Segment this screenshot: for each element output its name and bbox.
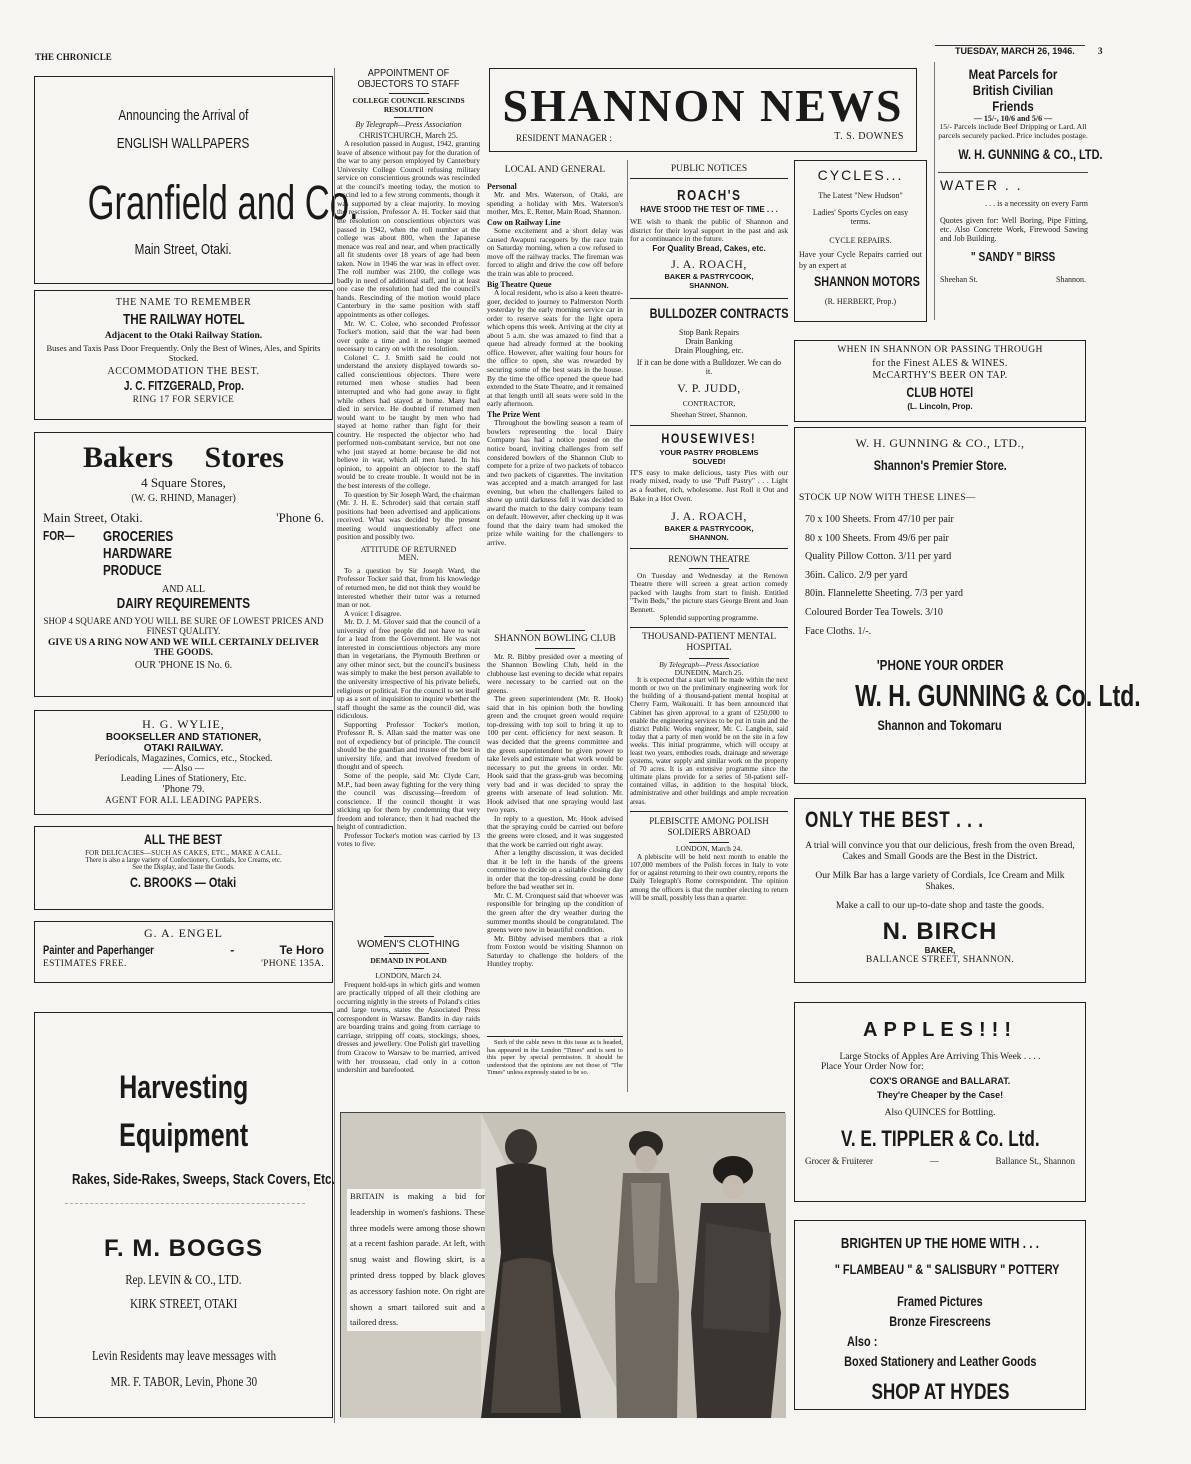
hydes-firescreens: Bronze Firescreens <box>889 1313 991 1329</box>
cable-note <box>487 1036 623 1092</box>
boggs-kirk: KIRK STREET, OTAKI <box>129 1297 238 1312</box>
gunning-line-5: Coloured Border Tea Towels. 3/10 <box>805 606 943 618</box>
local-general-article <box>487 162 623 624</box>
column-rule-1 <box>334 68 335 1423</box>
engel-dash: - <box>230 943 235 957</box>
column-rule-3 <box>934 62 935 320</box>
judd-l5: CONTRACTOR, <box>682 398 736 408</box>
engel-estimates: ESTIMATES FREE. <box>43 959 127 969</box>
roach1-sig: J. A. ROACH, <box>671 256 747 271</box>
clothing-title: WOMEN'S CLOTHING <box>357 939 460 950</box>
judd-ad <box>630 305 788 419</box>
masthead-date: TUESDAY, MARCH 26, 1946. <box>955 46 1075 56</box>
boggs-ad <box>34 1012 333 1418</box>
gunning-line-4: 80in. Flannelette Sheeting. 7/3 per yard <box>805 588 964 600</box>
boggs-equipment: Equipment <box>119 1117 248 1153</box>
plebiscite-text: A plebiscite will be held next month to enable the 107,000 members of the Polish forces in Italy to vote for or against returning to their own country, reports the Daily Telegraph's Rome correspondent. The opinion among the officers is that the number electing to return will be small, possibly less than a quarter. <box>630 852 788 902</box>
hydes-stationery: Boxed Stationery and Leather Goods <box>843 1353 1037 1369</box>
gunning-phone-order: 'PHONE YOUR ORDER <box>876 657 1004 675</box>
page-number: 3 <box>1098 46 1103 56</box>
shannon-news-header <box>489 68 917 152</box>
shannon-title: SHANNON NEWS <box>502 80 904 131</box>
brooks-l3: See the Display, and Taste the Goods. <box>132 864 235 871</box>
apples-ballance: Ballance St., Shannon <box>995 1156 1075 1166</box>
railway-hotel-ad <box>34 290 333 420</box>
boggs-levin: Rep. LEVIN & CO., LTD. <box>125 1273 242 1288</box>
granfield-address: Main Street, Otaki. <box>135 241 232 258</box>
water-street: Sheehan St. <box>940 275 978 284</box>
apples-stocks: Large Stocks of Apples Are Arriving This Week . . . . <box>839 1052 1041 1062</box>
local-title: LOCAL AND GENERAL <box>504 165 606 175</box>
bakers-shop4: SHOP 4 SQUARE AND YOU WILL BE SURE OF LOWEST PRICES AND FINEST QUALITY. <box>43 616 324 636</box>
local-h-1: Cow on Railway Line <box>487 217 561 227</box>
gunning-line-2: Quality Pillow Cotton. 3/11 per yard <box>805 551 952 563</box>
wylie-name: H. G. WYLIE, <box>142 717 225 731</box>
objectors-para-0: A resolution passed in August, 1942, granting leave of absence without pay for the duration of the war to any person employed by Canterbury University College Council refusing military service on conscientious grounds was rescinded at the council's meeting today, the motion to rescind led to a few strong comments, though it was supported by a clear majority. In moving the rescission, Professor A. H. Tocker said that the resolution on conscientious objectors was passed in 1942, when the roll number at the college was about 800, when the Japanese menace was real and near, and when practically all fit students over 18 years of age had been taken. Now in 1946 the war was in effect over. The roll number was 2100, the college was badly in need of additional staff, and in at least one case the resolution had tied the council's hands. Rescinding of the motion would place Canterbury in the same position with staff appointments as other colleges. <box>337 139 480 320</box>
hospital-dateline: DUNEDIN, March 25. <box>674 668 744 678</box>
shannon-manager-name: T. S. DOWNES <box>834 131 904 142</box>
plebiscite-title: PLEBISCITE AMONG POLISH SOLDIERS ABROAD <box>649 815 769 837</box>
water-town: Shannon. <box>1056 275 1086 284</box>
roach1-test: HAVE STOOD THE TEST OF TIME . . . <box>640 205 778 214</box>
plebiscite-article <box>630 816 788 902</box>
objectors-para-2: Colonel C. J. Smith said he could not understand the anxiety displayed towards so-called conscientious objectors. There were returned men whose studies had been interrupted and who had gone away to fight while others had stayed at home. Many had died in service. He doubted if returned men would want to be taught by men who had stayed at home rather than fight for their country. He respected the objector who had performed non-combatant service, but not one who just stayed at home because he did not believe in war, which all men hated. In his opinion, to appoint an objector to the staff would be to create trouble. It would not be in the best interests of the college. <box>337 352 480 490</box>
club-hotel-ad <box>794 340 1086 422</box>
bowling-article <box>487 630 623 1028</box>
wylie-ad <box>34 710 333 815</box>
meat-title: Meat Parcels for British Civilian Friends <box>968 66 1058 114</box>
gunning-big: W. H. GUNNING & Co. Ltd. <box>855 678 1141 714</box>
fashion-photo-feature <box>340 1112 785 1417</box>
railway-remember: THE NAME TO REMEMBER <box>115 297 252 308</box>
cycles-hudson: The Latest "New Hudson" <box>818 191 903 200</box>
bakers-dairy: DAIRY REQUIREMENTS <box>116 595 251 612</box>
roach1-ad <box>630 179 788 292</box>
clothing-text: Frequent hold-ups in which girls and women are practically tripped of all their clothing are occurring nightly in the streets of Poland's cities and large towns, states the Associated Press correspondent in Warsaw. Bandits in day raids are boarding trains and going from carriage to carriage, stripping off coats, stockings, shoes, dresses and jewellery. One Polish girl travelling from Cracow to Warsaw to be married, arrived with her trousseau, clad only in a cotton undershirt and barefooted. <box>337 979 480 1075</box>
local-h-2: Big Theatre Queue <box>487 279 552 289</box>
apples-grocer: Grocer & Fruiterer <box>805 1156 873 1166</box>
boggs-harvesting: Harvesting <box>118 1069 248 1105</box>
gunning-store-ad <box>794 427 1141 784</box>
apples-quinces: Also QUINCES for Bottling. <box>884 1108 996 1118</box>
apples-place: Place Your Order Now for: <box>821 1062 924 1072</box>
bakers-for: FOR— <box>43 528 75 543</box>
fashion-caption: BRITAIN is making a bid for leadership in women's fashions. These three models were among those shown at a recent fashion parade. At left, with snug waist and flowing skirt, is a printed dress topped by black gloves as accessory fashion note. On right are shown a smart tailored suit and a tailored dress. <box>347 1189 485 1331</box>
railway-adjacent: Adjacent to the Otaki Railway Station. <box>104 331 263 341</box>
objectors-para2-5: Professor Tocker's motion was carried by 13 votes to five. <box>337 830 480 849</box>
hospital-title: THOUSAND-PATIENT MENTAL HOSPITAL <box>641 631 777 653</box>
judd-title: BULLDOZER CONTRACTS <box>649 304 789 321</box>
objectors-article <box>337 68 480 930</box>
cycles-prop: (R. HERBERT, Prop.) <box>824 297 897 306</box>
roach2-text: IT'S easy to make delicious, tasty Pies with our ready mixed, ready to use "Puff Pastry" . . . Light as a feather, rich, wholesome. Just Roll it Out and Bake in a Hot Oven. <box>630 467 788 503</box>
objectors-para2-4: Some of the people, said Mr. Clyde Carr, M.P., had been away fighting for the very thing the council was discussing—freedom of conscience. If the council thought it was sticking up for them by condemning that very freedom and tolerance, then it had reached the height of contradiction. <box>337 771 480 832</box>
roach2-sig: J. A. ROACH, <box>671 509 747 524</box>
judd-l2: Drain Banking <box>685 336 733 346</box>
wylie-bookseller: BOOKSELLER AND STATIONER, <box>105 732 262 743</box>
hydes-brighten: BRIGHTEN UP THE HOME WITH . . . <box>840 1235 1040 1252</box>
objectors-attitude: ATTITUDE OF RETURNED MEN. <box>360 544 457 563</box>
bowling-para-4: Mr. C. M. Cronquest said that whoever was responsible for bringing up the condition of the green after the dry weather during the summer months should be congratulated. The greens were now in beautiful condition. <box>487 890 623 935</box>
roach1-baker: BAKER & PASTRYCOOK, <box>664 271 754 281</box>
objectors-sub: COLLEGE COUNCIL RESCINDS RESOLUTION <box>352 96 465 114</box>
roach1-quality: For Quality Bread, Cakes, etc. <box>652 243 766 253</box>
meat-note: 15/- Parcels include Beef Dripping or Lard. All parcels securely packed. Price includes postage. <box>938 122 1088 140</box>
shannon-manager-label: RESIDENT MANAGER : <box>516 133 612 143</box>
bakers-item-1: HARDWARE <box>103 545 172 562</box>
masthead-left: THE CHRONICLE <box>35 52 112 62</box>
birch-call: Make a call to our up-to-date shop and taste the goods. <box>835 901 1045 911</box>
engel-name: G. A. ENGEL <box>144 926 223 940</box>
renown-text: On Tuesday and Wednesday at the Renown Theatre there will screen a great action comedy packed with laughs from start to finish. Entitled "Twin Beds," the picture stars George Brent and Joan Bennett. <box>630 570 788 614</box>
bakers-manager: (W. G. RHIND, Manager) <box>131 493 236 504</box>
local-t-0: Mr. and Mrs. Waterson, of Otaki, are spending a holiday with Mrs. Waterson's mother, Mrs. E. Retter, Main Road, Shannon. <box>487 190 623 217</box>
objectors-para2-2: Mr. D. J. M. Glover said that the council of a university of free people did not have to wait for a lead from the Government. He was not interested in conscientious objectors any more than in vegetarians, the Plymouth Brethren or any other minor sect, but the council's business was simply to make the best person available to the university irrespective of his private beliefs, religious or political. For the council to set itself up as a sort of inquisition to inquire whether the staff thought the same as the council did, was ridiculous. <box>337 617 480 721</box>
roach1-shannon: SHANNON. <box>689 280 729 290</box>
granfield-ad <box>34 76 359 284</box>
gunning-name: W. H. GUNNING & CO., LTD., <box>855 436 1025 450</box>
cycles-ad <box>794 160 927 322</box>
cycles-ladies: Ladies' Sports Cycles on easy terms. <box>812 208 909 226</box>
apples-dash: — <box>929 1156 939 1166</box>
cycles-repairs: CYCLE REPAIRS. <box>829 236 892 245</box>
brooks-l2: There is also a large variety of Confectionery, Cordials, Ice Creams, etc. <box>85 857 282 864</box>
birch-title: ONLY THE BEST . . . <box>805 807 984 832</box>
hospital-text: It is expected that a start will be made within the next month or two on the preliminary engineering work for the building of a thousand-patient mental hospital at Cherry Farm, Waikouaiti. It has been announced that Cabinet has given approval to a grant of £250,000 to enable the engineering services to be put in train and the district Public Works engineer, Mr. C. Langbein, said today that a party of men would be on the site in a few weeks. This initial programme, which will occupy at least two years, embodies roads, drainage and sewerage systems, water supply and similar work on the property of 70 acres. It is an extensive programme since the ultimate plans provide for a series of 50-patient self-contained villas, in addition to the hospital block, administrative and other buildings and ample recreation areas. <box>630 677 788 806</box>
hydes-also: Also : <box>847 1333 878 1349</box>
cycles-have: Have your Cycle Repairs carried out by an expert at <box>799 250 922 270</box>
wylie-agent: AGENT FOR ALL LEADING PAPERS. <box>105 795 262 805</box>
boggs-levin-residents: Levin Residents may leave messages with <box>91 1349 276 1364</box>
hospital-article <box>630 632 788 807</box>
public-notices-column <box>630 160 788 1090</box>
gunning-line-0: 70 x 100 Sheets. From 47/10 per pair <box>805 514 954 525</box>
boggs-rule <box>65 1203 305 1204</box>
meat-prices: — 15/-, 10/6 and 5/6 — <box>973 114 1053 123</box>
objectors-byline: By Telegraph—Press Association <box>355 120 462 129</box>
gunning-premier: Shannon's Premier Store. <box>873 457 1007 473</box>
water-birss: " SANDY " BIRSS <box>970 249 1056 264</box>
gunning-tokomaru: Shannon and Tokomaru <box>877 717 1003 734</box>
water-ad <box>938 172 1088 320</box>
brooks-l1: FOR DELICACIES—SUCH AS CAKES, ETC., MAKE A CALL. <box>85 849 282 857</box>
plebiscite-dateline: LONDON, March 24. <box>675 843 743 853</box>
apples-ad <box>794 1002 1086 1202</box>
water-necessity: . . . is a necessity on every Farm <box>985 199 1088 208</box>
bowling-para-2: In reply to a question, Mr. Hook advised that the spraying could be carried out before the greens were closed, and it was suggested that the work be carried out right away. <box>487 813 623 849</box>
boggs-name: F. M. BOGGS <box>103 1235 263 1262</box>
hydes-ad <box>794 1220 1086 1410</box>
wylie-also: — Also — <box>162 764 205 774</box>
wylie-railway: OTAKI RAILWAY. <box>143 743 224 754</box>
renown-title: RENOWN THEATRE <box>668 554 750 565</box>
local-t-2: A local resident, who is also a keen theatre-goer, decided to journey to Palmerston North yesterday by the early morning service car in order to reserve seats for the light opera which opens this week. Arriving at the city at about 5 a.m. she was amazed to find that a queue had already formed at the booking office. However, after waiting four hours for the office to open, she was rewarded by securing some of the best seats in the house. By the time the office opened the queue had extended to the State Theatre, and it remained at that length until all seats were sold in the early afternoon. <box>487 288 623 409</box>
bakers-street: Main Street, Otaki. <box>43 510 143 525</box>
apples-title: APPLES!!! <box>863 1019 1017 1041</box>
granfield-wallpapers: ENGLISH WALLPAPERS <box>117 135 250 152</box>
objectors-para2-1: A voice: I disagree. <box>344 608 402 618</box>
gunning-line-6: Face Cloths. 1/-. <box>805 625 872 637</box>
bowling-para-5: Mr. Bibby advised members that a rink from Foxton would be visiting Shannon on Saturday to challenge the holders of the Huntley trophy. <box>487 933 623 969</box>
roach2-shannon: SHANNON. <box>689 533 729 543</box>
clothing-article <box>337 936 480 1076</box>
objectors-dateline: CHRISTCHURCH, March 25. <box>359 130 458 140</box>
gunning-line-1: 80 x 100 Sheets. From 49/6 per pair <box>805 532 949 544</box>
judd-l1: Stop Bank Repairs <box>679 327 739 337</box>
engel-trade: Painter and Paperhanger <box>43 943 154 957</box>
engel-ad <box>34 921 333 983</box>
railway-name: THE RAILWAY HOTEL <box>122 311 245 328</box>
objectors-para-3: To question by Sir Joseph Ward, the chairman (Mr. J. H. E. Schroder) said that certain staff positions had been advertised and applications received. What was decided by the present meeting would unquestionably affect one position and possibly two. <box>337 489 480 542</box>
bakers-ring: GIVE US A RING NOW AND WE WILL CERTAINLY DELIVER THE GOODS. <box>48 638 319 658</box>
railway-prop: J. C. FITZGERALD, Prop. <box>123 378 244 393</box>
wylie-stationery: Leading Lines of Stationery, Etc. <box>120 774 247 784</box>
column-rule-2 <box>627 160 628 1092</box>
birch-trial: A trial will convince you that our delicious, fresh from the oven Bread, Cakes and Small Goods are the Best in the District. <box>805 841 1075 862</box>
club-name: CLUB HOTEl <box>906 384 974 400</box>
bowling-para-3: After a lengthy discussion, it was decided that it be left in the hands of the greens committee to decide on a suitable closing day in order that the top-dressing could be done before the bad weather set in. <box>487 848 623 892</box>
meat-gunning: W. H. GUNNING & CO., LTD. <box>958 146 1103 163</box>
bowling-para-1: The green superintendent (Mr. R. Hook) said that in his opinion both the bowling green and the croquet green would require top-dressing with top soil to bring it up to 100 per cent. efficiency for next season. It was decided that the greens committee and the green superintendent be given power to take levels and estimate what work would be necessary to put the greens in order. Mr. Hook said that the grass-grub was becoming very bad and it was decided to spray the greens with arsenate of lead solution. Mr. Hook advised that one spraying would last two years. <box>487 694 623 815</box>
hospital-byline: By Telegraph—Press Association <box>659 659 759 669</box>
brooks-name: C. BROOKS — Otaki <box>130 874 237 890</box>
railway-accommodation: ACCOMMODATION THE BEST. <box>107 366 260 377</box>
bakers-andall: AND ALL <box>161 584 206 595</box>
judd-l3: Drain Ploughing, etc. <box>674 345 744 355</box>
roach2-ad <box>630 430 788 542</box>
club-ales: for the Finest ALES & WINES. <box>872 358 1008 369</box>
granfield-announce: Announcing the Arrival of <box>118 107 249 124</box>
gunning-line-3: 36in. Calico. 2/9 per yard <box>805 569 908 581</box>
club-prop: (L. Lincoln, Prop. <box>907 402 973 411</box>
judd-name: V. P. JUDD, <box>677 380 741 395</box>
apples-tippler: V. E. TIPPLER & Co. Ltd. <box>840 1126 1040 1151</box>
bowling-para-0: Mr. R. Bibby presided over a meeting of the Shannon Bowling Club, held in the clubhouse last evening to decide what repairs were necessary to be carried out on the greens. <box>487 651 623 695</box>
railway-ring: RING 17 FOR SERVICE <box>132 394 235 404</box>
brooks-ad <box>34 826 333 910</box>
water-title: WATER . . <box>940 177 1023 193</box>
bakers-phone-no: OUR 'PHONE IS No. 6. <box>134 660 233 671</box>
judd-l6: Sheehan Street, Shannon. <box>670 409 748 419</box>
roach2-title: HOUSEWIVES! <box>661 429 757 446</box>
local-t-3: Throughout the bowling season a team of bowlers representing the local Dairy Company has had a notice posted on the notice board, inviting challenges from self considered bowlers of the Shannon Club to compete for a prize of two packets of tobacco and two packets of cigarettes. The invitation was accepted and a match arranged for last evening, but when the challengers failed to show up until darkness fell it was decided to award the match to the dairy company team on default. However, after checking up it was found that the dairy team had smoked the prize while waiting for the challengers to arrive. <box>487 418 623 547</box>
birch-ad <box>794 798 1086 983</box>
wylie-periodicals: Periodicals, Magazines, Comics, etc., Stocked. <box>94 754 273 764</box>
roach2-solved: YOUR PASTRY PROBLEMS SOLVED! <box>659 447 759 466</box>
bakers-item-2: PRODUCE <box>103 562 162 579</box>
railway-buses: Buses and Taxis Pass Door Frequently. Only the Best of Wines, Ales, and Spirits Stocked. <box>46 343 321 363</box>
brooks-title: ALL THE BEST <box>144 831 223 847</box>
apples-cox: COX'S ORANGE and BALLARAT. <box>869 1076 1011 1086</box>
bakers-item-0: GROCERIES <box>103 528 174 545</box>
masthead-rule <box>935 45 1085 46</box>
clothing-dateline: LONDON, March 24. <box>375 971 442 981</box>
boggs-rakes: Rakes, Side-Rakes, Sweeps, Stack Covers, Etc. <box>72 1171 335 1188</box>
birch-baker: BAKER, <box>924 946 956 955</box>
birch-milkbar: Our Milk Bar has a large variety of Cordials, Ice Cream and Milk Shakes. <box>815 871 1065 892</box>
bakers-phone: 'Phone 6. <box>276 510 324 525</box>
granfield-name: Granfield and Co. <box>87 177 359 230</box>
renown-article <box>630 555 788 623</box>
objectors-para2-0: To a question by Sir Joseph Ward, the Professor Tocker said that, from his knowledge of returned men, he did not think they would be interested whether their tutor was a returned man or not. <box>337 565 480 610</box>
roach2-baker: BAKER & PASTRYCOOK, <box>664 524 754 534</box>
boggs-tabor: MR. F. TABOR, Levin, Phone 30 <box>110 1375 257 1390</box>
bakers-stores-ad <box>34 432 333 697</box>
apples-cheaper: They're Cheaper by the Case! <box>876 1090 1004 1100</box>
renown-supporting: Splendid supporting programme. <box>659 613 759 623</box>
bowling-title: SHANNON BOWLING CLUB <box>494 634 616 644</box>
bakers-4square: 4 Square Stores, <box>141 475 226 490</box>
water-quotes: Quotes given for: Well Boring, Pipe Fitting, etc. Also Concrete Work, Firewood Sawing and Job Building. <box>940 216 1088 243</box>
roach1-name: ROACH'S <box>676 187 742 204</box>
local-t-1: Some excitement and a short delay was caused Awapuni racegoers by the race train on Saturday morning, when a cow refused to move off the railway tracks. The fireman was forced to alight and drive the cow off before the train was able to proceed. <box>487 226 623 279</box>
club-beer: McCARTHY'S BEER ON TAP. <box>872 370 1008 381</box>
objectors-title: APPOINTMENT OF OBJECTORS TO STAFF <box>357 68 460 90</box>
meat-parcels-ad <box>938 66 1103 170</box>
roach1-text: WE wish to thank the public of Shannon and district for their loyal support in the past and ask for a continuance in the future. <box>630 217 788 244</box>
hydes-pictures: Framed Pictures <box>897 1293 983 1309</box>
birch-street: BALLANCE STREET, SHANNON. <box>865 955 1015 965</box>
club-passing: WHEN IN SHANNON OR PASSING THROUGH <box>837 345 1043 355</box>
judd-l4: If it can be done with a Bulldozer. We can do it. <box>636 357 782 376</box>
birch-name: N. BIRCH <box>882 918 998 945</box>
cycles-motors: SHANNON MOTORS <box>813 273 920 289</box>
wylie-phone: 'Phone 79. <box>162 784 205 795</box>
hydes-pottery: " FLAMBEAU " & " SALISBURY " POTTERY <box>834 1261 1060 1277</box>
engel-place: Te Horo <box>279 943 324 957</box>
gunning-stockup: STOCK UP NOW WITH THESE LINES— <box>799 493 976 503</box>
local-h-3: The Prize Went <box>487 409 541 419</box>
cycles-title: CYCLES... <box>817 167 904 183</box>
objectors-para2-3: Supporting Professor Tocker's motion, Professor R. S. Allan said the matter was one not of expediency but of principle. The council should be the guardian and trustee of the best in university life, and that involved freedom of thought and of speech. <box>337 719 480 772</box>
notices-title: PUBLIC NOTICES <box>670 164 748 174</box>
bakers-name: Bakers Stores <box>83 441 284 474</box>
engel-phone: 'PHONE 135A. <box>261 959 324 969</box>
local-h-0: Personal <box>487 181 517 191</box>
clothing-sub: DEMAND IN POLAND <box>370 955 447 965</box>
objectors-para-1: Mr. W. C. Colee, who seconded Professor Tocker's motion, said that the war had been over quite a time and it no longer seemed necessary to carry on with the resolution. <box>337 318 480 354</box>
hydes-shop: SHOP AT HYDES <box>871 1379 1009 1404</box>
cable-text: Such of the cable news in this issue as is headed, has appeared in the London "Times" and is sent to this paper by special permission. It should be understood that the opinions are not those of "The Times" unless expressly stated to be so. <box>487 1039 623 1077</box>
